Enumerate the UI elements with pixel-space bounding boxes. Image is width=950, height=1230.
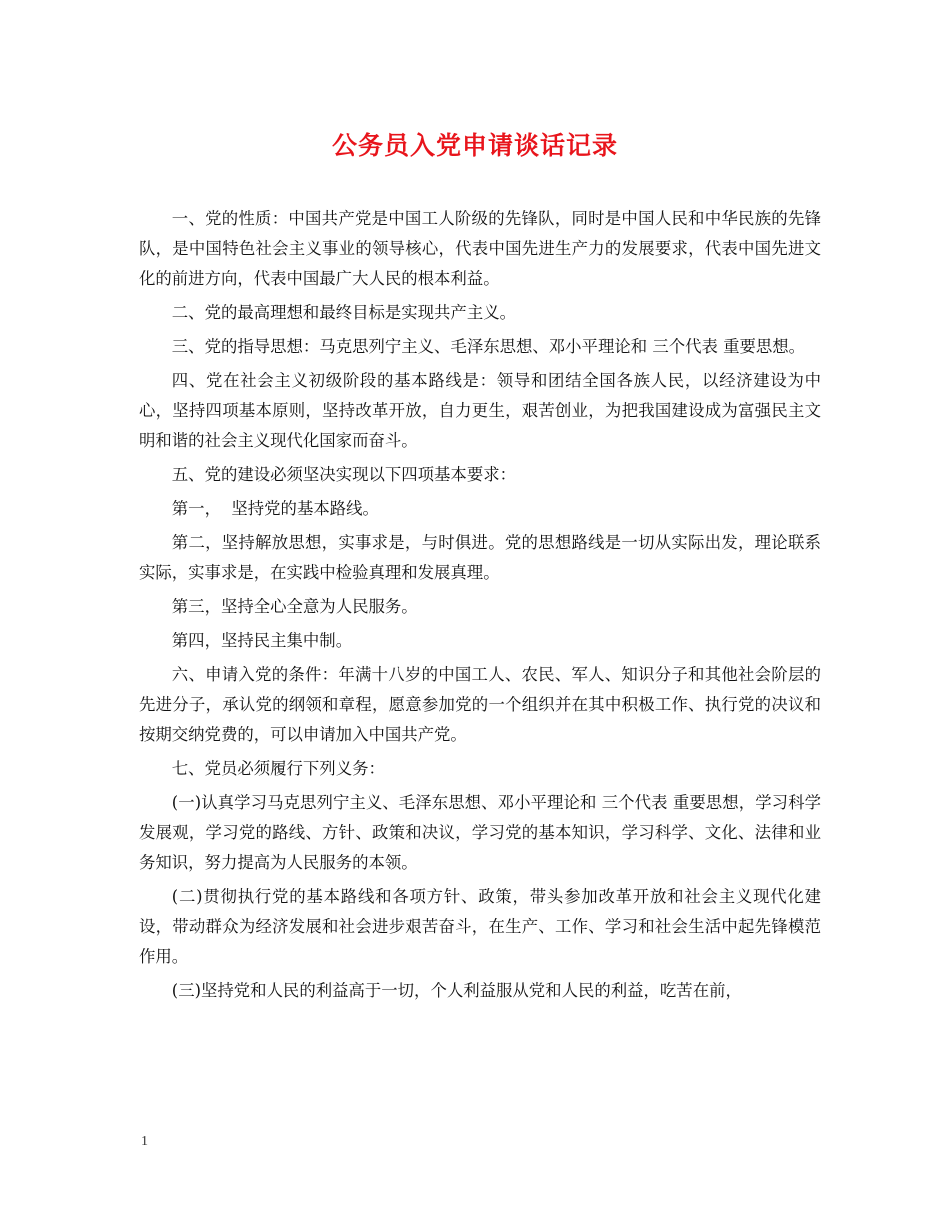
paragraph-duty-two: (二)贯彻执行党的基本路线和各项方针、政策，带头参加改革开放和社会主义现代化建设，带动群众为经济发展和社会进步艰苦奋斗，在生产、工作、学习和社会生活中起先锋模范作用。 (139, 887, 821, 966)
paragraph-requirement-fourth: 第四，坚持民主集中制。 (171, 631, 353, 650)
paragraph-requirement-second: 第二，坚持解放思想，实事求是，与时俱进。党的思想路线是一切从实际出发，理论联系实际，实事求是，在实践中检验真理和发展真理。 (139, 533, 821, 582)
paragraph-membership-conditions: 六、申请入党的条件：年满十八岁的中国工人、农民、军人、知识分子和其他社会阶层的先进分子，承认党的纲领和章程，愿意参加党的一个组织并在其中积极工作、执行党的决议和按期交纳党费的，可以申请加入中国共产党。 (139, 665, 821, 744)
paragraph-basic-line: 四、党在社会主义初级阶段的基本路线是：领导和团结全国各族人民，以经济建设为中心，坚持四项基本原则，坚持改革开放，自力更生，艰苦创业，为把我国建设成为富强民主文明和谐的社会主义现代化国家而奋斗。 (139, 371, 821, 450)
paragraph-guiding-thought: 三、党的指导思想：马克思列宁主义、毛泽东思想、邓小平理论和 三个代表 重要思想。 (171, 337, 806, 356)
paragraph-duty-three: (三)坚持党和人民的利益高于一切，个人利益服从党和人民的利益，吃苦在前， (171, 981, 742, 1000)
paragraph-four-requirements: 五、党的建设必须坚决实现以下四项基本要求： (171, 465, 516, 484)
paragraph-highest-ideal: 二、党的最高理想和最终目标是实现共产主义。 (171, 303, 516, 322)
paragraph-requirement-third: 第三，坚持全心全意为人民服务。 (171, 597, 418, 616)
paragraph-duty-one: (一)认真学习马克思列宁主义、毛泽东思想、邓小平理论和 三个代表 重要思想，学习科学发展观，学习党的路线、方针、政策和决议，学习党的基本知识，学习科学、文化、法律和业务知识，努力提高为人民服务的本领。 (139, 793, 821, 872)
document-title: 公务员入党申请谈话记录 (331, 131, 618, 160)
paragraph-member-duties: 七、党员必须履行下列义务： (171, 759, 385, 778)
page-number: 1 (141, 1134, 148, 1149)
paragraph-requirement-first: 第一， 坚持党的基本路线。 (171, 499, 379, 518)
paragraph-party-nature: 一、党的性质：中国共产党是中国工人阶级的先锋队，同时是中国人民和中华民族的先锋队，是中国特色社会主义事业的领导核心，代表中国先进生产力的发展要求，代表中国先进文化的前进方向，代表中国最广大人民的根本利益。 (139, 209, 821, 288)
document-body (139, 204, 821, 1010)
